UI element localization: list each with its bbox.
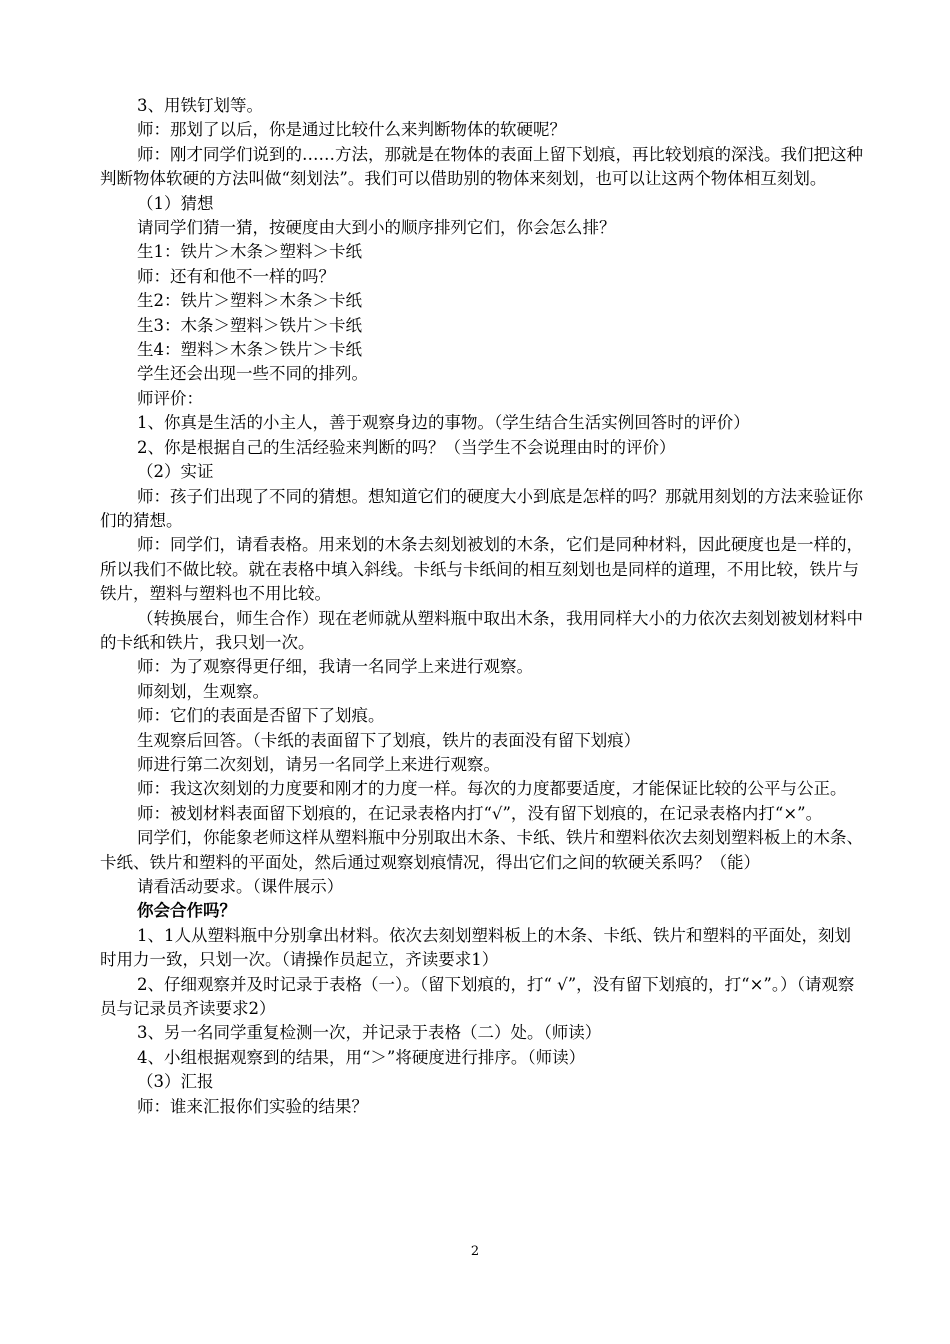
paragraph: 师：被划材料表面留下划痕的，在记录表格内打“√”，没有留下划痕的，在记录表格内打“×”。 (137, 803, 823, 823)
section-heading: （3）汇报 (137, 1072, 214, 1092)
page-number: 2 (470, 1244, 480, 1259)
paragraph: 师：刚才同学们说到的……方法，那就是在物体的表面上留下划痕，再比较划痕的深浅。我们把这种判断物体软硬的方法叫做“刻划法”。我们可以借助别的物体来刻划，也可以让这两个物体相互刻划。 (100, 144, 863, 189)
paragraph: 4、小组根据观察到的结果，用“＞”将硬度进行排序。（师读） (137, 1047, 586, 1067)
paragraph: 师：那划了以后，你是通过比较什么来判断物体的软硬呢？ (137, 120, 566, 140)
body-text (100, 94, 865, 1119)
section-heading: （2）实证 (137, 462, 214, 482)
paragraph: 师：我这次刻划的力度要和刚才的力度一样。每次的力度都要适度，才能保证比较的公平与公正。 (137, 779, 847, 799)
paragraph: 2、你是根据自己的生活经验来判断的吗？（当学生不会说理由时的评价） (137, 437, 676, 457)
paragraph: 生观察后回答。（卡纸的表面留下了划痕，铁片的表面没有留下划痕） (137, 730, 641, 750)
paragraph: 师：还有和他不一样的吗？ (137, 266, 335, 286)
paragraph: 同学们，你能象老师这样从塑料瓶中分别取出木条、卡纸、铁片和塑料依次去刻划塑料板上的木条、卡纸、铁片和塑料的平面处，然后通过观察划痕情况，得出它们之间的软硬关系吗？（能） (100, 828, 863, 872)
paragraph: 师评价： (137, 388, 203, 408)
paragraph: 生1：铁片＞木条＞塑料＞卡纸 (137, 242, 362, 262)
paragraph: 师：它们的表面是否留下了划痕。 (137, 706, 385, 726)
paragraph: 师刻划，生观察。 (137, 681, 269, 701)
paragraph: 1、你真是生活的小主人，善于观察身边的事物。（学生结合生活实例回答时的评价） (137, 413, 750, 433)
paragraph: 师进行第二次刻划，请另一名同学上来进行观察。 (137, 754, 500, 774)
paragraph: 师：为了观察得更仔细，我请一名同学上来进行观察。 (137, 657, 533, 677)
paragraph: 请看活动要求。（课件展示） (137, 877, 344, 896)
paragraph: 生2：铁片＞塑料＞木条＞卡纸 (137, 291, 362, 311)
paragraph: 2、仔细观察并及时记录于表格（一）。（留下划痕的，打“ √”，没有留下划痕的，打“×”。）（请观察员与记录员齐读要求2） (100, 974, 855, 1019)
paragraph: 学生还会出现一些不同的排列。 (137, 364, 368, 384)
paragraph: 师：同学们，请看表格。用来划的木条去刻划被划的木条，它们是同种材料，因此硬度也是一样的，所以我们不做比较。就在表格中填入斜线。卡纸与卡纸间的相互刻划也是同样的道理，不用比较，铁片与铁片，塑料与塑料也不用比较。 (100, 535, 863, 604)
paragraph: 生3：木条＞塑料＞铁片＞卡纸 (137, 315, 362, 335)
paragraph: 生4：塑料＞木条＞铁片＞卡纸 (137, 340, 362, 360)
paragraph: 1、1人从塑料瓶中分别拿出材料。依次去刻划塑料板上的木条、卡纸、铁片和塑料的平面处，刻划时用力一致，只划一次。（请操作员起立，齐读要求1） (100, 925, 851, 970)
paragraph: 请同学们猜一猜，按硬度由大到小的顺序排列它们，你会怎么排？ (137, 218, 616, 238)
bold-heading: 你会合作吗？ (137, 901, 236, 921)
paragraph: 3、另一名同学重复检测一次，并记录于表格（二）处。（师读） (137, 1023, 602, 1043)
section-heading: （1）猜想 (137, 193, 214, 213)
paragraph: 师：孩子们出现了不同的猜想。想知道它们的硬度大小到底是怎样的吗？那就用刻划的方法来验证你们的猜想。 (100, 486, 863, 530)
paragraph: 3、用铁钉划等。 (137, 96, 263, 115)
paragraph: 师：谁来汇报你们实验的结果？ (137, 1096, 368, 1116)
paragraph: （转换展台，师生合作）现在老师就从塑料瓶中取出木条，我用同样大小的力依次去刻划被划材料中的卡纸和铁片，我只划一次。 (100, 608, 863, 652)
